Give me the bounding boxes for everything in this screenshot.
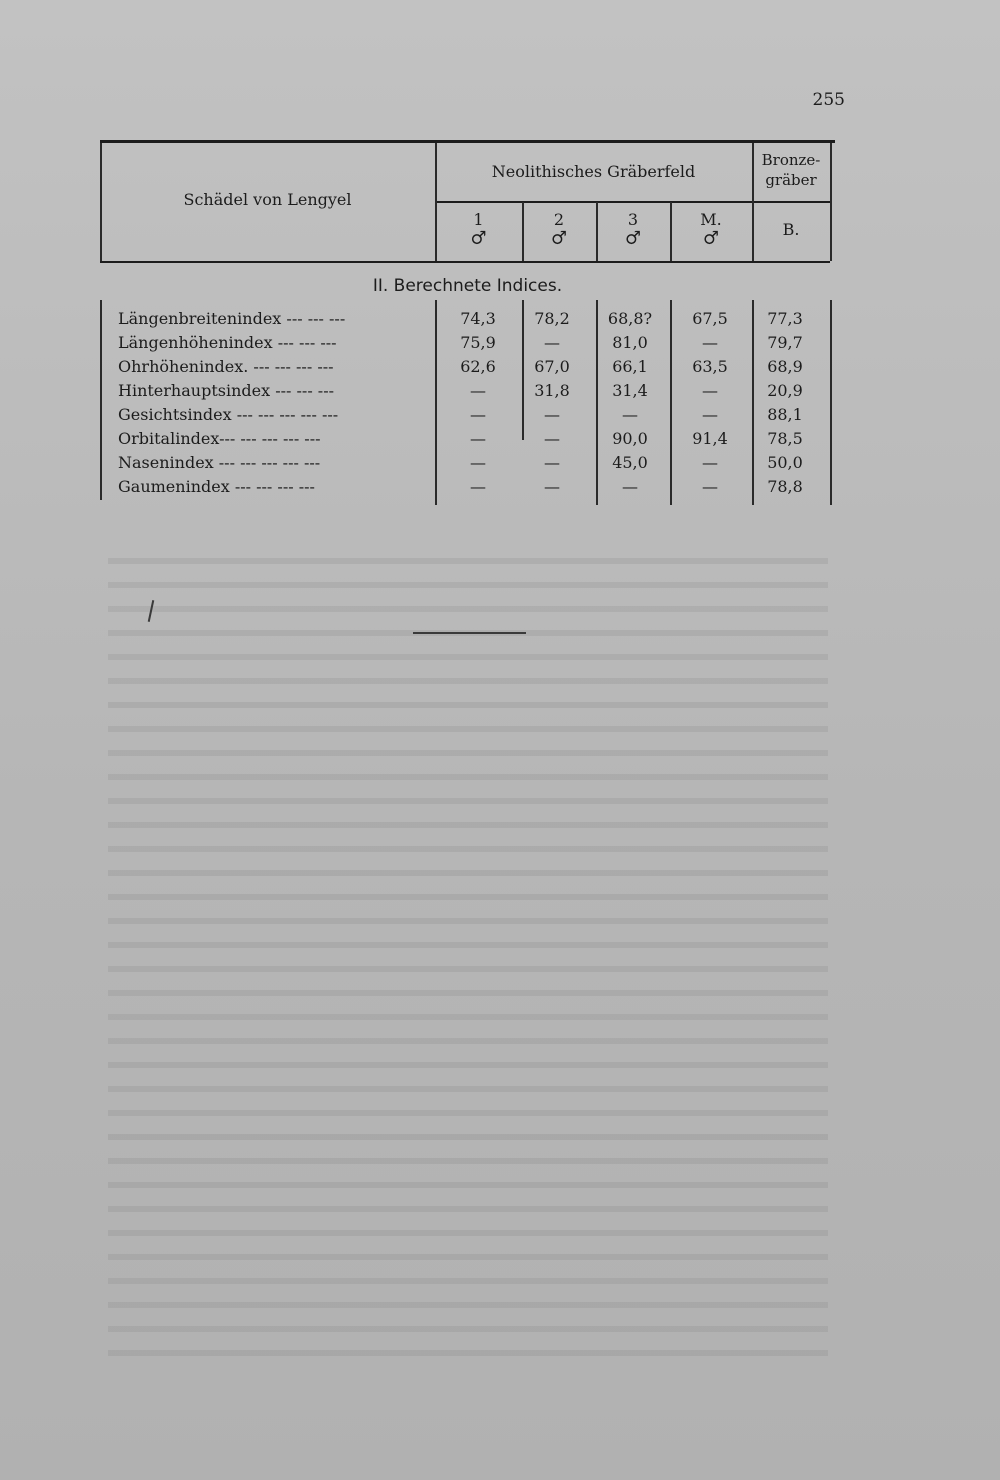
header-vline-6 — [830, 143, 832, 261]
table-cell: 45,0 — [612, 453, 648, 472]
col-header-1: 1 — [473, 210, 484, 229]
page-number: 255 — [812, 90, 845, 110]
body-vline-4 — [670, 300, 672, 505]
table-cell: — — [702, 381, 718, 400]
table-cell: 78,8 — [767, 477, 803, 496]
table-cell: 50,0 — [767, 453, 803, 472]
body-vline-1 — [435, 300, 437, 505]
table-cell: 78,2 — [534, 309, 570, 328]
row-label: Nasenindex --- --- --- --- --- — [118, 453, 321, 472]
group-neolithic-label: Neolithisches Gräberfeld — [491, 162, 696, 181]
group-bronze-line1: Bronze- — [761, 151, 821, 169]
table-cell: 63,5 — [692, 357, 728, 376]
group-bronze-line2: gräber — [765, 171, 817, 189]
table-cell: — — [470, 405, 486, 424]
group-underline — [435, 201, 830, 203]
row-label: Gesichtsindex --- --- --- --- --- — [118, 405, 339, 424]
table-cell: 31,4 — [612, 381, 648, 400]
table-cell: — — [470, 429, 486, 448]
row-label: Längenhöhenindex --- --- --- — [118, 333, 337, 352]
row-label: Orbitalindex--- --- --- --- --- — [118, 429, 321, 448]
body-vline-6 — [830, 300, 832, 505]
table-cell: — — [544, 333, 560, 352]
pencil-mark — [148, 600, 155, 622]
body-vline-0 — [100, 300, 102, 500]
male-symbol-icon: ♂ — [624, 228, 642, 249]
table-cell: 20,9 — [767, 381, 803, 400]
row-header-label: Schädel von Lengyel — [183, 190, 352, 209]
col-header-b: B. — [782, 220, 800, 239]
table-cell: 77,3 — [767, 309, 803, 328]
section-title: II. Berechnete Indices. — [372, 276, 563, 296]
table-cell: 68,8? — [607, 309, 653, 328]
table-header-rule — [100, 261, 830, 263]
table-cell: 68,9 — [767, 357, 803, 376]
section-divider — [413, 632, 526, 634]
col-header-m: M. — [700, 210, 722, 229]
table-cell: 67,0 — [534, 357, 570, 376]
col-header-2: 2 — [553, 210, 565, 229]
table-cell: — — [622, 405, 638, 424]
table-cell: — — [702, 333, 718, 352]
table-cell: 75,9 — [460, 333, 496, 352]
table-cell: 66,1 — [612, 357, 648, 376]
table-cell: 88,1 — [767, 405, 803, 424]
table-cell: 90,0 — [612, 429, 648, 448]
table-top-rule — [100, 140, 835, 143]
row-label: Hinterhauptsindex --- --- --- — [118, 381, 335, 400]
table-cell: 79,7 — [767, 333, 803, 352]
table-cell: — — [702, 405, 718, 424]
table-cell: 91,4 — [692, 429, 728, 448]
table-cell: — — [544, 405, 560, 424]
row-label: Längenbreitenindex --- --- --- — [118, 309, 346, 328]
table-cell: 81,0 — [612, 333, 648, 352]
table-cell: — — [544, 453, 560, 472]
table-cell: — — [544, 429, 560, 448]
table-cell: 78,5 — [767, 429, 803, 448]
table-cell: — — [470, 381, 486, 400]
male-symbol-icon: ♂ — [702, 228, 720, 249]
table-cell: — — [702, 477, 718, 496]
table-cell: — — [622, 477, 638, 496]
table-cell: 67,5 — [692, 309, 728, 328]
indices-table — [100, 140, 835, 505]
show-through-text — [108, 540, 828, 1360]
table-cell: — — [470, 453, 486, 472]
row-label: Ohrhöhenindex. --- --- --- --- — [118, 357, 334, 376]
table-cell: — — [702, 453, 718, 472]
row-label: Gaumenindex --- --- --- --- — [118, 477, 315, 496]
table-cell: 74,3 — [460, 309, 496, 328]
table-cell: 31,8 — [534, 381, 570, 400]
table-cell: 62,6 — [460, 357, 496, 376]
male-symbol-icon: ♂ — [470, 228, 487, 249]
col-header-3: 3 — [627, 210, 639, 229]
male-symbol-icon: ♂ — [550, 228, 568, 249]
table-cell: — — [544, 477, 560, 496]
table-cell: — — [470, 477, 486, 496]
